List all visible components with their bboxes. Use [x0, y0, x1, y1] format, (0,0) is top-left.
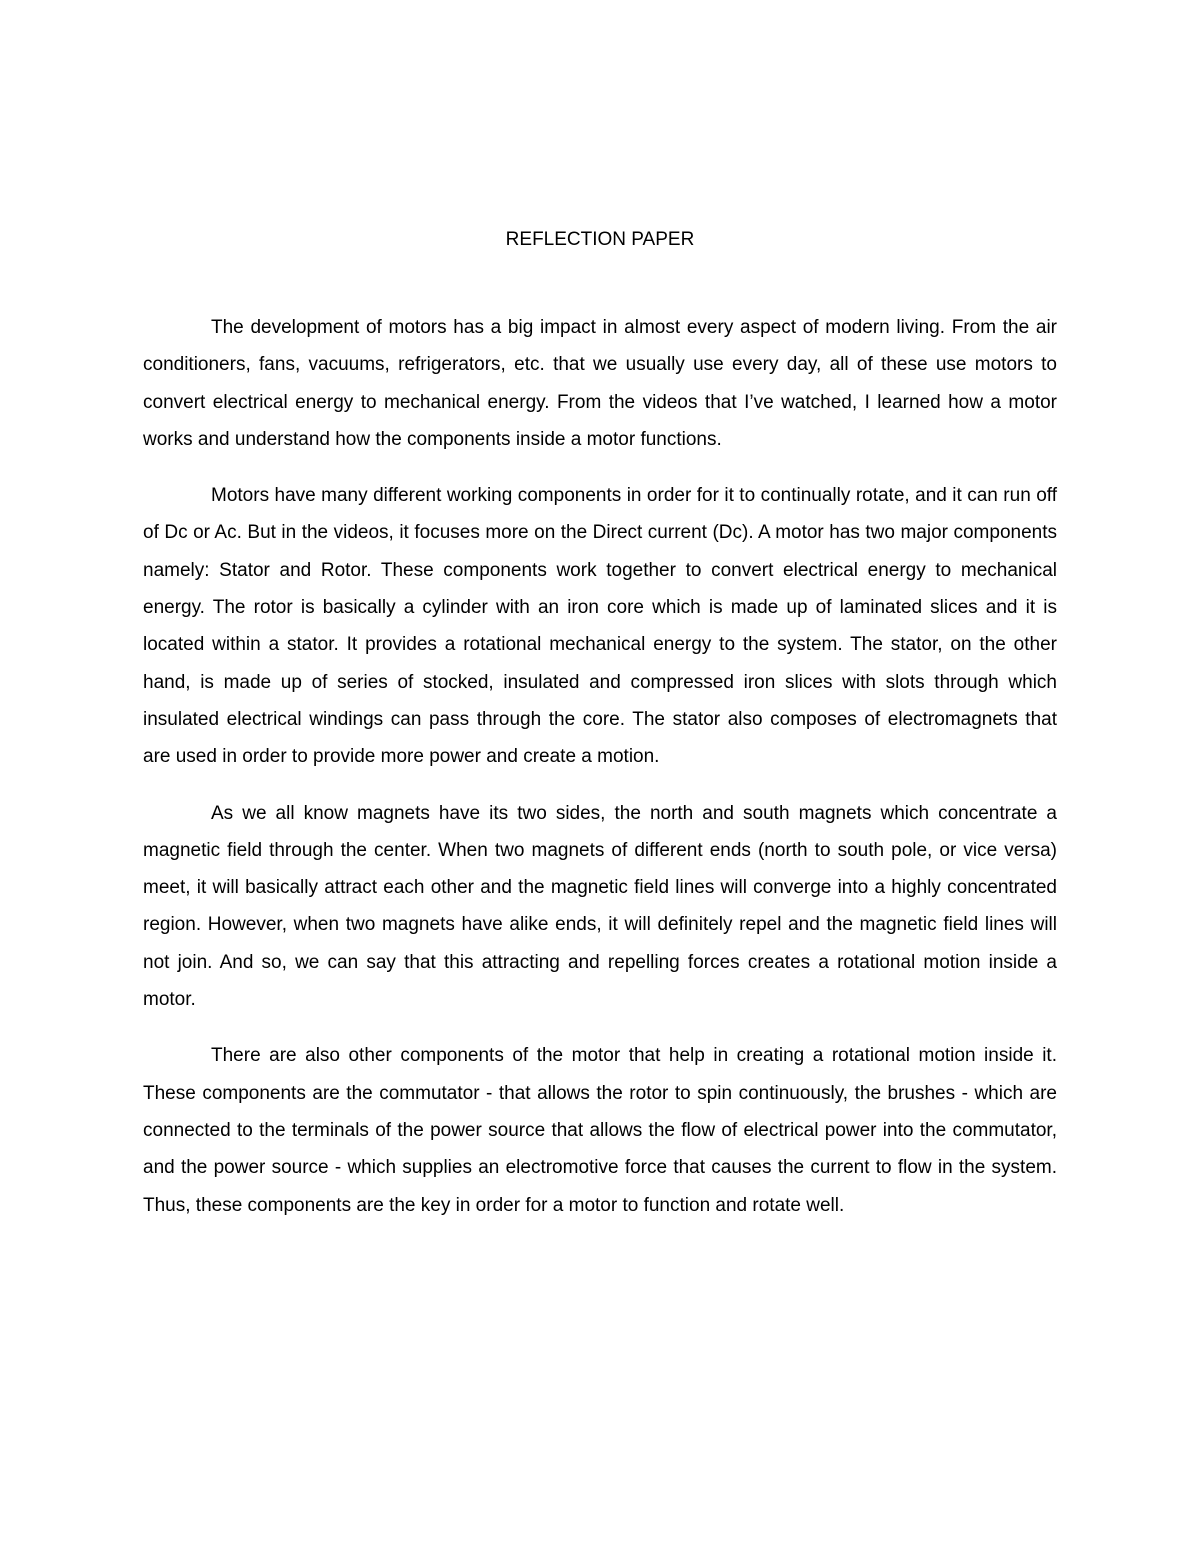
paragraph-2: Motors have many different working components in order for it to continually rotate, and it can run off of Dc or Ac. But in the videos, it focuses more on the Direct current (Dc). A motor has two major components namely: Stator and Rotor. These components work together to convert electrical energy to mechanical energy. The rotor is basically a cylinder with an iron core which is made up of laminated slices and it is located within a stator. It provides a rotational mechanical energy to the system. The stator, on the other hand, is made up of series of stocked, insulated and compressed iron slices with slots through which insulated electrical windings can pass through the core. The stator also composes of electromagnets that are used in order to provide more power and create a motion.	[143, 485, 1057, 768]
page-title: REFLECTION PAPER	[505, 229, 695, 250]
paragraph-3: As we all know magnets have its two sides, the north and south magnets which concentrate a magnetic field through the center. When two magnets of different ends (north to south pole, or vice versa) meet, it will basically attract each other and the magnetic field lines will converge into a highly concentrated region. However, when two magnets have alike ends, it will definitely repel and the magnetic field lines will not join. And so, we can say that this attracting and repelling forces creates a rotational motion inside a motor.	[143, 802, 1057, 1011]
document-body	[143, 309, 1057, 1243]
paragraph-4: There are also other components of the motor that help in creating a rotational motion inside it. These components are the commutator - that allows the rotor to spin continuously, the brushes - which are connected to the terminals of the power source that allows the flow of electrical power into the commutator, and the power source - which supplies an electromotive force that causes the current to flow in the system. Thus, these components are the key in order for a motor to function and rotate well.	[143, 1045, 1057, 1216]
paragraph-1: The development of motors has a big impact in almost every aspect of modern living. From the air conditioners, fans, vacuums, refrigerators, etc. that we usually use every day, all of these use motors to convert electrical energy to mechanical energy. From the videos that I’ve watched, I learned how a motor works and understand how the components inside a motor functions.	[143, 317, 1057, 450]
